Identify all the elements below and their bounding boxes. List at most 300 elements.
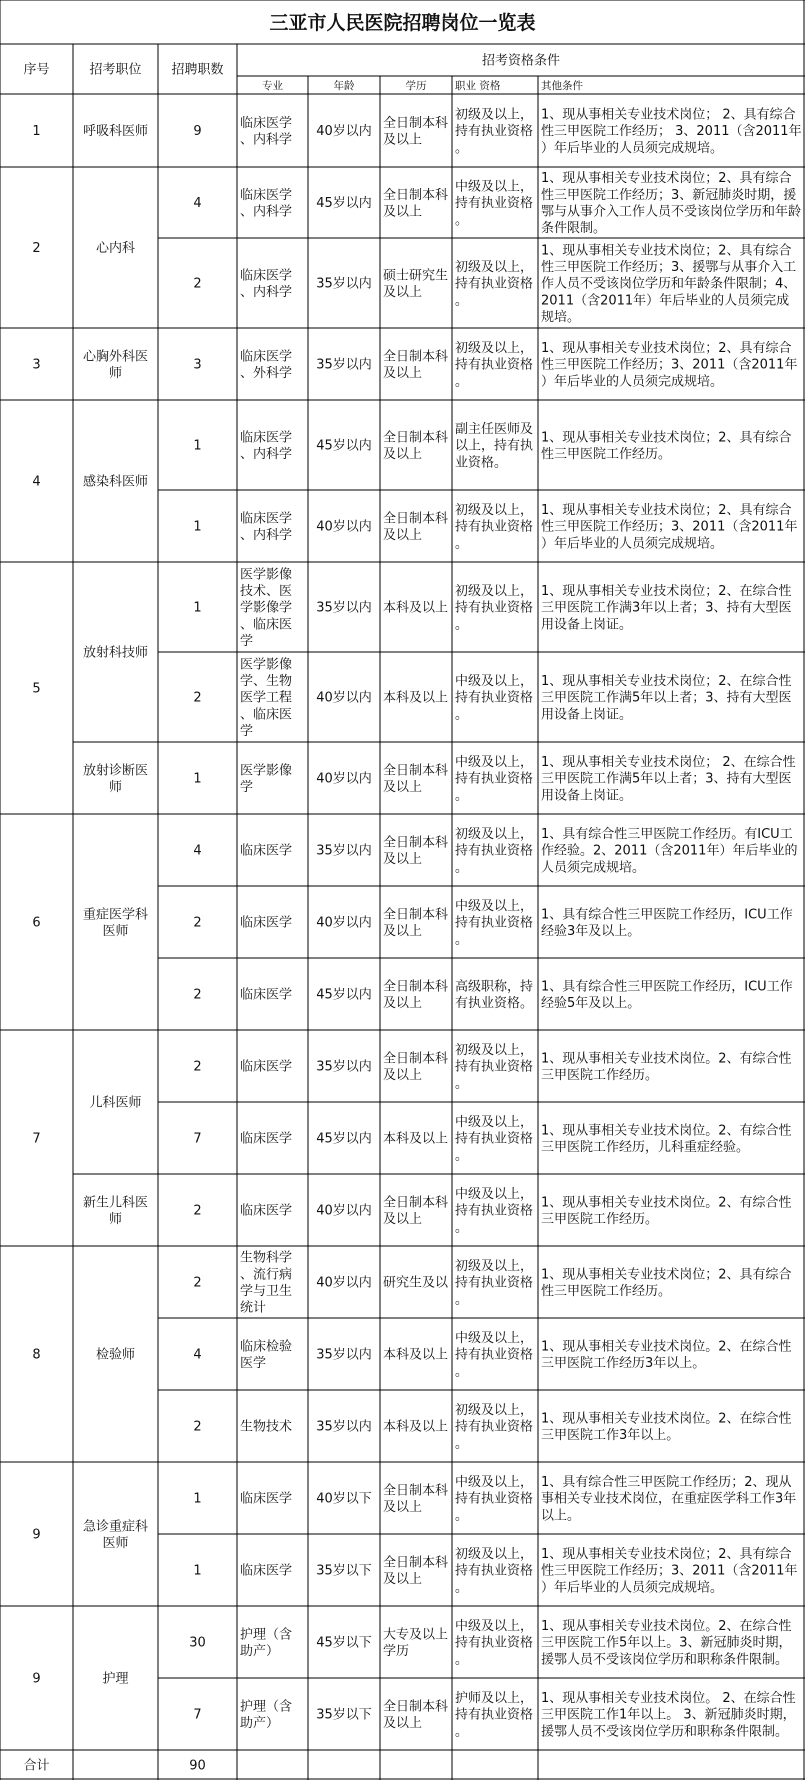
cell-position-line: 放射科技师 <box>82 645 149 661</box>
cell-age-line: 40岁以内 <box>316 124 372 140</box>
cell-major <box>240 1563 292 1579</box>
cell-education-line: 及以上 <box>383 1067 423 1083</box>
cell-age <box>316 1707 372 1723</box>
cell-count <box>193 988 201 1003</box>
cell-education-line: 及以上 <box>383 1715 423 1731</box>
cell-major <box>240 1626 292 1659</box>
cell-position-line: 心内科 <box>95 241 136 257</box>
cell-major-line: 临床医学 <box>240 987 293 1003</box>
cell-major-line: 临床医学 <box>240 1059 293 1075</box>
cell-age-line: 35岁以内 <box>316 600 372 616</box>
cell-seq <box>32 1528 40 1543</box>
cell-education <box>383 429 448 462</box>
cell-age <box>316 1059 372 1075</box>
cell-education-line: 本科及以上 <box>383 1419 449 1435</box>
table-cell-texts <box>23 11 801 1774</box>
cell-other <box>541 170 801 236</box>
cell-other-line: ）年后毕业的人员须完成规培。 <box>541 536 724 552</box>
cell-qualification-line: 初级及以上， <box>455 1403 534 1419</box>
cell-qualification-line: 初级及以上， <box>455 584 534 600</box>
cell-position <box>83 348 148 381</box>
cell-other-line: 三甲医院工作满5年以上者；3、持有大型医 <box>541 690 792 706</box>
cell-qualification <box>455 1259 533 1307</box>
cell-major <box>240 115 292 148</box>
cell-age <box>316 123 372 139</box>
cell-qualification <box>455 421 533 470</box>
cell-qualification <box>455 1547 533 1595</box>
cell-education <box>383 690 448 706</box>
cell-other-line: 三甲医院工作经历，儿科重症经验。 <box>541 1139 750 1155</box>
cell-other-line: 1、现从事相关专业技术岗位；2、具有综合 <box>541 243 792 259</box>
cell-education-line: 全日制本科 <box>383 187 449 203</box>
cell-other-line: 1、具有综合性三甲医院工作经历。有ICU工 <box>541 827 793 843</box>
cell-education-line: 及以上 <box>383 1571 423 1587</box>
cell-other-line: 性三甲医院工作经历； 3、2011（含2011年 <box>541 124 802 140</box>
cell-qualification-line: 持有执业资格 <box>455 600 534 616</box>
cell-qualification <box>455 1618 533 1667</box>
cell-major <box>240 1131 292 1147</box>
cell-age <box>316 357 372 373</box>
cell-qualification-line: 。 <box>455 788 469 804</box>
cell-other <box>541 1122 792 1155</box>
cell-age <box>316 771 372 787</box>
cell-education <box>383 1626 448 1659</box>
cell-education-line: 及以上 <box>383 851 423 867</box>
cell-age-line: 35岁以内 <box>316 357 372 373</box>
cell-qualification-line: 。 <box>455 1364 469 1380</box>
cell-qualification-line: 。 <box>455 536 469 552</box>
cell-education-line: 及以上 <box>383 204 423 220</box>
cell-qualification-line: 持有执业资格 <box>455 1059 534 1075</box>
cell-other-line: 1、现从事相关专业技术岗位。2、在综合性 <box>541 1619 792 1635</box>
cell-position <box>83 645 148 661</box>
cell-education <box>383 834 448 867</box>
cell-major <box>240 1491 292 1507</box>
cell-qualification <box>455 260 533 308</box>
cell-qualification-line: 中级及以上， <box>455 1187 534 1203</box>
cell-major <box>240 510 292 543</box>
cell-major-line: 、流行病 <box>240 1267 293 1283</box>
cell-qualification <box>455 503 533 551</box>
cell-education-line: 全日制本科 <box>383 115 449 131</box>
cell-count <box>193 601 201 616</box>
cell-count <box>193 196 201 211</box>
cell-other-line: 性三甲医院工作经历。 <box>541 1283 672 1299</box>
cell-other-line: 援鄂人员不受该岗位学历和职称条件限制。 <box>541 1724 789 1740</box>
cell-major-line: 临床医学 <box>240 115 293 131</box>
cell-position-line: 感染科医师 <box>82 474 149 490</box>
cell-other <box>541 1546 797 1595</box>
cell-other-line: 条件限制。 <box>541 221 607 237</box>
cell-count <box>193 439 201 454</box>
cell-position <box>96 1347 135 1363</box>
cell-count-line: 1 <box>193 438 202 454</box>
cell-other-line: 事相关专业技术岗位，在重症医学科工作3年 <box>541 1491 797 1507</box>
cell-major-line: 统计 <box>240 1300 267 1316</box>
cell-qualification-line: 持有执业资格 <box>455 196 534 212</box>
cell-other <box>541 978 793 1011</box>
cell-age <box>316 690 372 706</box>
cell-age <box>316 843 372 859</box>
cell-count <box>189 1636 206 1651</box>
cell-qualification-line: 。 <box>455 1148 469 1164</box>
cell-qualification-line: 初级及以上， <box>455 107 534 123</box>
cell-qualification-line: 持有执业资格 <box>455 843 534 859</box>
cell-age-line: 35岁以内 <box>316 1059 372 1075</box>
cell-qualification <box>455 1690 533 1739</box>
cell-position-line: 医师 <box>102 923 129 939</box>
cell-other <box>541 673 792 722</box>
cell-qualification-line: 持有执业资格 <box>455 1203 534 1219</box>
cell-age <box>316 276 372 292</box>
cell-qualification-line: 持有执业资格 <box>455 1707 534 1723</box>
cell-age <box>316 1275 372 1291</box>
cell-position-line: 儿科医师 <box>89 1095 142 1111</box>
cell-position-line: 心胸外科医 <box>82 349 149 365</box>
cell-qualification-line: 持有执业资格 <box>455 1347 534 1363</box>
cell-seq-line: 4 <box>32 474 41 490</box>
cell-position-line: 师 <box>108 779 123 795</box>
cell-seq <box>32 916 40 931</box>
cell-qualification <box>455 1474 533 1523</box>
cell-major-line: 、内科学 <box>240 284 293 300</box>
cell-qualification-line: 持有执业资格 <box>455 124 534 140</box>
cell-count-line: 1 <box>193 1491 202 1507</box>
cell-qualification <box>455 898 533 947</box>
cell-qualification <box>455 673 533 722</box>
cell-education <box>383 1347 448 1363</box>
cell-education-line: 硕士研究生 <box>383 268 449 284</box>
cell-other <box>541 754 796 803</box>
cell-qualification <box>455 179 533 228</box>
cell-other <box>541 906 793 939</box>
cell-other-line: 1、现从事相关专业技术岗位； 2、在综合性 <box>541 755 796 771</box>
cell-other <box>541 1410 792 1443</box>
cell-qualification-line: 业资格。 <box>455 455 508 471</box>
cell-other-line: 三甲医院工作满5年以上者；3、持有大型医 <box>541 771 792 787</box>
cell-education-line: 本科及以上 <box>383 1131 449 1147</box>
cell-education <box>383 1275 449 1291</box>
cell-education <box>383 1050 448 1083</box>
cell-count-line: 9 <box>193 124 202 140</box>
cell-qualification <box>455 978 533 1011</box>
cell-count-line: 1 <box>193 1563 202 1579</box>
cell-other <box>541 502 797 551</box>
cell-count <box>193 772 201 787</box>
cell-other-line: 性三甲医院工作经历；3、新冠肺炎时期，援 <box>541 187 797 203</box>
cell-seq <box>32 1672 40 1687</box>
cell-count <box>193 1348 201 1363</box>
cell-major <box>240 763 292 795</box>
cell-major-line: 临床医学 <box>240 430 293 446</box>
cell-major <box>240 1338 292 1371</box>
cell-major-line: 医学工程 <box>240 690 293 706</box>
cell-qualification <box>455 341 533 389</box>
cell-qualification-line: 。 <box>455 707 469 723</box>
cell-age <box>316 195 372 211</box>
cell-education-line: 大专及以上 <box>383 1627 449 1643</box>
cell-major-line: 、临床医 <box>240 617 293 633</box>
cell-qualification-line: 持有执业资格 <box>455 1131 534 1147</box>
cell-position-line: 医师 <box>102 1535 129 1551</box>
cell-position <box>83 1194 148 1227</box>
cell-major-line: 护理（含 <box>240 1699 293 1715</box>
cell-other-line: 1、现从事相关专业技术岗位。2、在综合性 <box>541 1411 792 1427</box>
page-title-line: 三亚市人民医院招聘岗位一览表 <box>269 11 536 34</box>
cell-other <box>541 429 792 462</box>
cell-age <box>316 1203 372 1219</box>
cell-qualification <box>455 1186 533 1235</box>
cell-position-line: 呼吸科医师 <box>82 124 149 140</box>
cell-age <box>316 1419 372 1435</box>
cell-education <box>383 1698 448 1731</box>
cell-other-line: 1、现从事相关专业技术岗位。2、有综合性 <box>541 1123 792 1139</box>
cell-major-line: 生物技术 <box>240 1419 293 1435</box>
cell-count-line: 4 <box>193 196 202 212</box>
cell-qualification-line: 。 <box>455 1652 469 1668</box>
cell-other-line: 三甲医院工作经历。 <box>541 1211 659 1227</box>
cell-education-line: 全日制本科 <box>383 979 449 995</box>
cell-qualification-line: 。 <box>455 1580 469 1596</box>
cell-education-line: 本科及以上 <box>383 1347 449 1363</box>
cell-age-line: 40岁以内 <box>316 690 372 706</box>
cell-major-line: 生物科学 <box>240 1250 293 1266</box>
cell-count-line: 2 <box>193 276 202 292</box>
cell-other <box>541 1338 792 1371</box>
cell-major <box>240 567 292 649</box>
cell-position <box>96 240 135 256</box>
cell-count <box>193 1204 201 1219</box>
header-position-line: 招考职位 <box>89 62 142 78</box>
cell-other-line: 1、现从事相关专业技术岗位；2、具有综合 <box>541 430 792 446</box>
cell-major-line: 临床医学 <box>240 1131 293 1147</box>
cell-other-line: 1、现从事相关专业技术岗位；2、具有综合 <box>541 171 792 187</box>
header-major-line: 专业 <box>262 79 283 92</box>
cell-other-line: 性三甲医院工作经历。 <box>541 446 672 462</box>
cell-major-line: 医学影像 <box>240 567 293 583</box>
cell-other-line: 性三甲医院工作经历；3、2011（含2011年 <box>541 1563 798 1579</box>
cell-position-line: 师 <box>108 365 123 381</box>
cell-education <box>383 1194 448 1227</box>
cell-other-line: 性三甲医院工作经历；3、援鄂与从事介入工 <box>541 260 797 276</box>
cell-qualification-line: 初级及以上， <box>455 1547 534 1563</box>
cell-age-line: 40岁以内 <box>316 519 372 535</box>
cell-education-line: 全日制本科 <box>383 763 449 779</box>
cell-major-line: 、内科学 <box>240 132 293 148</box>
cell-age <box>316 1347 372 1363</box>
cell-qualification-line: 中级及以上， <box>455 674 534 690</box>
cell-qualification-line: 持有执业资格 <box>455 1419 534 1435</box>
cell-other-line: 1、现从事相关专业技术岗位；2、具有综合 <box>541 341 792 357</box>
cell-count-line: 4 <box>193 843 202 859</box>
cell-qualification-line: 持有执业资格 <box>455 1275 534 1291</box>
cell-qualification-line: 持有执业资格 <box>455 690 534 706</box>
cell-qualification-line: 有执业资格。 <box>455 995 534 1011</box>
header-conditions <box>482 53 560 69</box>
cell-other-line: 鄂与从事介入工作人员不受该岗位学历和年龄 <box>541 204 802 220</box>
cell-age-line: 45岁以内 <box>316 196 372 212</box>
cell-major-line: 临床医学 <box>240 1563 293 1579</box>
cell-qualification-line: 中级及以上， <box>455 1475 534 1491</box>
cell-major-line: 临床医学 <box>240 268 293 284</box>
cell-other-line: 1、现从事相关专业技术岗位。2、有综合性 <box>541 1051 792 1067</box>
cell-major-line: 、临床医 <box>240 707 293 723</box>
cell-major-line: 技术、医 <box>240 584 293 600</box>
cell-education <box>383 762 448 795</box>
cell-seq-line: 2 <box>32 241 41 257</box>
cell-count-line: 3 <box>193 357 202 373</box>
cell-qualification-line: 中级及以上， <box>455 1619 534 1635</box>
cell-count <box>193 1708 201 1723</box>
cell-major <box>240 267 292 300</box>
cell-major-line: 、外科学 <box>240 365 293 381</box>
cell-age <box>316 1563 372 1579</box>
cell-other-line: 三甲医院工作5年以上。3、新冠肺炎时期， <box>541 1635 792 1651</box>
cell-major <box>240 657 292 739</box>
cell-qualification-line: 初级及以上， <box>455 503 534 519</box>
cell-major-line: 医学影像 <box>240 657 293 673</box>
cell-other <box>541 1194 792 1227</box>
header-age <box>334 79 355 92</box>
cell-qualification-line: 。 <box>455 293 469 309</box>
cell-qualification-line: 。 <box>455 1436 469 1452</box>
cell-age-line: 35岁以内 <box>316 843 372 859</box>
cell-other-line: 以上。 <box>541 1508 581 1524</box>
cell-count <box>193 124 201 139</box>
cell-education <box>383 115 448 148</box>
cell-education-line: 及以上 <box>383 995 423 1011</box>
cell-count <box>193 916 201 931</box>
cell-education-line: 及以上 <box>383 923 423 939</box>
cell-qualification <box>455 584 533 632</box>
header-position <box>89 62 141 78</box>
cell-education <box>383 1482 448 1515</box>
cell-education-line: 本科及以上 <box>383 600 449 616</box>
cell-position <box>83 123 148 139</box>
cell-other-line: 1、现从事相关专业技术岗位；2、具有综合 <box>541 503 792 519</box>
cell-count <box>193 1276 201 1291</box>
cell-other <box>541 107 802 156</box>
cell-education <box>383 1131 448 1147</box>
cell-age-line: 35岁以下 <box>316 1563 372 1579</box>
cell-education-line: 研究生及以 <box>383 1275 449 1291</box>
cell-qualification-line: 持有执业资格 <box>455 519 534 535</box>
cell-position-line: 放射诊断医 <box>82 763 149 779</box>
cell-major-line: 学 <box>240 633 254 649</box>
cell-other-line: 2011（含2011年）年后毕业的人员须完成 <box>541 293 790 309</box>
cell-other <box>541 1474 796 1523</box>
cell-count <box>193 844 201 859</box>
cell-other-line: ）年后毕业的人员须完成规培。 <box>541 374 724 390</box>
cell-major-line: 、内科学 <box>240 446 293 462</box>
cell-other-line: 1、现从事相关专业技术岗位。2、在综合性 <box>541 1339 792 1355</box>
cell-count-line: 7 <box>193 1131 202 1147</box>
cell-education <box>383 600 448 616</box>
cell-other-line: 人员须完成规培。 <box>541 860 646 876</box>
header-qualification <box>455 79 501 92</box>
cell-seq <box>32 1132 40 1147</box>
cell-qualification-line: 中级及以上， <box>455 899 534 915</box>
cell-count-line: 1 <box>193 519 202 535</box>
cell-education-line: 全日制本科 <box>383 1699 449 1715</box>
cell-education-line: 全日制本科 <box>383 430 449 446</box>
cell-education <box>383 187 448 220</box>
cell-other-line: 1、现从事相关专业技术岗位； 2、具有综合 <box>541 107 796 123</box>
cell-position-line: 师 <box>108 1211 123 1227</box>
cell-qualification-line: 。 <box>455 1508 469 1524</box>
cell-major-line: 、内科学 <box>240 204 293 220</box>
cell-seq-line: 5 <box>32 681 41 697</box>
cell-education-line: 学历 <box>383 1643 410 1659</box>
cell-education-line: 及以上 <box>383 446 423 462</box>
cell-position-line: 护理 <box>102 1671 129 1687</box>
cell-seq <box>32 1348 40 1363</box>
cell-other-line: 性三甲医院工作经历；3、2011（含2011年 <box>541 519 798 535</box>
cell-education-line: 及以上 <box>383 1499 423 1515</box>
cell-other-line: ）年后毕业的人员须完成规培。 <box>541 140 724 156</box>
cell-age-line: 35岁以内 <box>316 1347 372 1363</box>
cell-qualification-line: 初级及以上， <box>455 341 534 357</box>
cell-major-line: 医学 <box>240 1355 267 1371</box>
cell-major-line: 护理（含 <box>240 1627 293 1643</box>
cell-education-line: 全日制本科 <box>383 1051 449 1067</box>
cell-count-line: 2 <box>193 1419 202 1435</box>
cell-count <box>193 1420 201 1435</box>
cell-position <box>83 1518 148 1551</box>
cell-major-line: 学、生物 <box>240 674 293 690</box>
cell-qualification-line: 初级及以上， <box>455 1043 534 1059</box>
cell-other-line: 1、现从事相关专业技术岗位；2、具有综合 <box>541 1547 792 1563</box>
cell-position <box>83 474 148 490</box>
cell-major-line: 助产） <box>240 1643 280 1659</box>
cell-qualification-line: 持有执业资格 <box>455 1491 534 1507</box>
header-age-line: 年龄 <box>333 79 355 92</box>
cell-education-line: 本科及以上 <box>383 690 449 706</box>
cell-other <box>541 1266 792 1299</box>
header-education-line: 学历 <box>405 79 427 92</box>
cell-education <box>383 1419 448 1435</box>
cell-qualification-line: 副主任医师及 <box>455 422 534 438</box>
cell-education-line: 全日制本科 <box>383 1483 449 1499</box>
cell-age <box>316 915 372 931</box>
cell-count-line: 2 <box>193 1203 202 1219</box>
header-seq <box>23 62 49 78</box>
header-qualification-line: 职业 资格 <box>455 79 501 92</box>
cell-seq-line: 3 <box>32 357 41 373</box>
cell-education-line: 及以上 <box>383 779 423 795</box>
header-other-line: 其他条件 <box>541 79 583 92</box>
cell-seq-line: 9 <box>32 1671 41 1687</box>
cell-other <box>541 826 797 875</box>
cell-age-line: 45岁以内 <box>316 1131 372 1147</box>
cell-count-line: 1 <box>193 600 202 616</box>
cell-seq <box>32 475 40 490</box>
cell-qualification-line: 初级及以上， <box>455 1259 534 1275</box>
cell-age-line: 35岁以下 <box>316 1707 372 1723</box>
cell-qualification <box>455 754 533 803</box>
cell-seq-line: 8 <box>32 1347 41 1363</box>
cell-education-line: 及以上 <box>383 132 423 148</box>
cell-education-line: 全日制本科 <box>383 1195 449 1211</box>
cell-count-line: 2 <box>193 915 202 931</box>
cell-age-line: 40岁以内 <box>316 1203 372 1219</box>
cell-major-line: 学 <box>240 723 254 739</box>
cell-major <box>240 187 292 220</box>
cell-qualification-line: 持有执业资格 <box>455 357 534 373</box>
cell-major-line: 临床检验 <box>240 1339 293 1355</box>
cell-seq-line: 9 <box>32 1527 41 1543</box>
cell-qualification-line: 。 <box>455 617 469 633</box>
